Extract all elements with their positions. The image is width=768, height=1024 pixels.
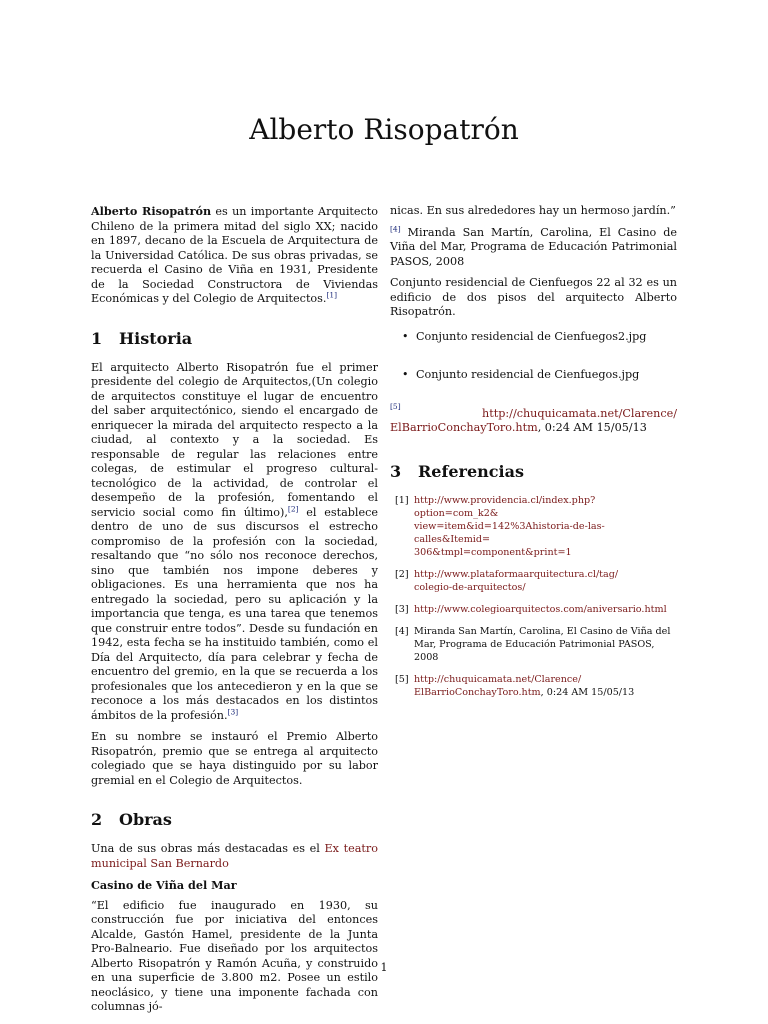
page-number: 1	[380, 961, 388, 974]
section-title: Obras	[119, 810, 172, 829]
right-column	[390, 204, 677, 708]
casino-subheading: Casino de Viña del Mar	[91, 878, 237, 892]
reference-number: [4]	[395, 625, 409, 637]
reference-link[interactable]: http://chuquicamata.net/Clarence/ ElBarrioConchayToro.htm	[414, 673, 582, 698]
section-number: 3	[390, 461, 402, 481]
cienfuegos-paragraph: Conjunto residencial de Cienfuegos 22 al 32 es un edificio de dos pisos del arquitecto Alberto Risopatrón.	[390, 276, 677, 318]
reference-item	[390, 673, 677, 699]
section-heading-obras	[91, 810, 378, 830]
reference-item	[390, 625, 677, 664]
historia-text-b: el establece dentro de uno de sus discursos el estrecho compromiso de la profesión con la sociedad, resaltando que “no sólo nos reconoce derechos, sino que también nos impone deberes y obligaciones. Es una herramienta que nos ha entregado la sociedad, pero su aplicación y la importancia que tenga, es una tarea que tenemos que construir entre todos”. Desde su fundación en 1942, esta fecha se ha instituido también, como el Día del Arquitecto, día para celebrar y fecha de encuentro del gremio, en la que se recuerda a los profesionales que los antecedieron y en la que se reconoce a los más destacados en los distintos ámbitos de la profesión.	[91, 505, 378, 722]
reference-list	[390, 494, 677, 699]
footnote-5-tail: , 0:24 AM 15/05/13	[537, 421, 647, 434]
citation-1[interactable]: [1]	[326, 290, 338, 300]
bullet-icon: •	[402, 368, 409, 381]
list-item	[390, 330, 677, 345]
footnote-5-link[interactable]: http://chuquicamata.net/Clarence/	[482, 406, 677, 420]
intro-text: es un importante Arquitecto Chileno de la primera mitad del siglo XX; nacido en 1897, decano de la Escuela de Arquitectura de la Universidad Católica. De sus obras privadas, se recuerda el Casino de Viña en 1931, Presidente de la Sociedad Constructora de Viviendas Económicas y del Colegio de Arquitectos.	[91, 205, 379, 305]
footnote-5: [5] http://chuquicamata.net/Clarence/ ElBarrioConchayToro.htm, 0:24 AM 15/05/13	[390, 401, 677, 434]
section-heading-referencias	[390, 462, 677, 482]
reference-text: Miranda San Martín, Carolina, El Casino de Viña del Mar, Programa de Educación Patrimonial PASOS, 2008	[414, 625, 671, 663]
image-list	[390, 330, 677, 383]
section-heading-historia	[91, 329, 378, 349]
footnote-5-link-continued[interactable]: ElBarrioConchayToro.htm	[390, 421, 538, 434]
reference-number: [5]	[395, 673, 409, 685]
casino-quote-continued: nicas. En sus alrededores hay un hermoso jardín.”	[390, 204, 676, 217]
list-item-label: Conjunto residencial de Cienfuegos2.jpg	[416, 329, 647, 343]
list-item	[390, 368, 677, 383]
obras-text: Una de sus obras más destacadas es el	[91, 842, 325, 855]
obras-paragraph-1	[91, 842, 378, 871]
footnote-4	[390, 223, 677, 270]
reference-tail: , 0:24 AM 15/05/13	[540, 686, 635, 698]
citation-2[interactable]: [2]	[287, 503, 299, 513]
historia-text-a: El arquitecto Alberto Risopatrón fue el primer presidente del colegio de Arquitectos,(Un colegio de arquitectos constituye el lugar de encuentro del saber arquitectónico, siendo el encargado de enriquecer la mirada del arquitecto respecto a la ciudad, al contexto y a la sociedad. Es responsable de regular las relaciones entre colegas, de estimular el progreso cultural-tecnológico de la actividad, de controlar el desempeño de la profesión, fomentando el servicio social como fin último),	[91, 360, 378, 519]
left-column	[91, 204, 378, 1022]
section-title: Historia	[119, 328, 193, 348]
list-item-label: Conjunto residencial de Cienfuegos.jpg	[416, 368, 640, 381]
reference-number: [1]	[395, 494, 409, 506]
ex-teatro-link[interactable]: Ex teatro municipal San Bernardo	[91, 842, 378, 870]
historia-paragraph-2: En su nombre se instauró el Premio Alberto Risopatrón, premio que se entrega al arquitecto colegiado que se haya distinguido por su labor gremial en el Colegio de Arquitectos.	[91, 730, 378, 787]
casino-quote: “El edificio fue inaugurado en 1930, su construcción fue por iniciativa del entonces Alcalde, Gastón Hamel, presidente de la Junta Pro-Balneario. Fue diseñado por los arquitectos Alberto Risopatrón y Ramón Acuña, y construido en una superficie de 3.800 m2. Posee un estilo neoclásico, y tiene una imponente fachada con columnas jó-	[91, 898, 378, 1013]
footnote-4-number: [4]	[390, 223, 401, 233]
footnote-4-text: Miranda San Martín, Carolina, El Casino de Viña del Mar, Programa de Educación Patrimonial PASOS, 2008	[390, 225, 677, 268]
intro-paragraph	[91, 204, 378, 307]
citation-3[interactable]: [3]	[227, 706, 239, 716]
reference-link[interactable]: http://www.colegioarquitectos.com/aniversario.html	[414, 603, 667, 615]
bullet-icon: •	[402, 329, 409, 343]
reference-number: [2]	[395, 568, 409, 580]
section-number: 1	[91, 328, 103, 348]
reference-item	[390, 603, 677, 616]
historia-paragraph-1	[91, 361, 378, 724]
reference-item	[390, 568, 677, 594]
section-title: Referencias	[418, 461, 524, 481]
reference-item	[390, 494, 677, 559]
section-number: 2	[91, 810, 103, 829]
reference-link[interactable]: http://www.providencia.cl/index.php?option=com_k2& view=item&id=142%3Ahistoria-de-las-calles&Itemid= 306&tmpl=component&print=1	[414, 494, 605, 558]
intro-bold-name: Alberto Risopatrón	[91, 204, 212, 218]
page-title: Alberto Risopatrón	[249, 113, 519, 146]
reference-link[interactable]: http://www.plataformaarquitectura.cl/tag/ colegio-de-arquitectos/	[414, 568, 619, 593]
reference-number: [3]	[395, 603, 409, 615]
